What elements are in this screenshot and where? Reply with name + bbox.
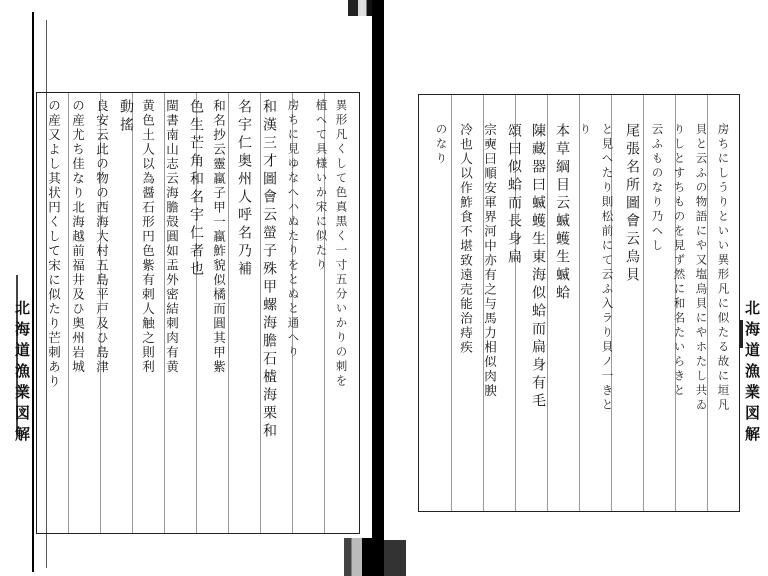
right-running-head: 北海道漁業図解 bbox=[743, 300, 761, 447]
text-column: 陳藏器曰蝛蠖生東海似蛤而扁身有毛 bbox=[530, 123, 546, 411]
rule-line bbox=[547, 95, 548, 511]
left-page-frame bbox=[36, 92, 360, 534]
text-column: 本草綱目云蝛蠖生蝛蛤 bbox=[554, 123, 570, 303]
text-column: 和名抄云靈蠃子甲一蠃鮓貌似橘而圓其甲紫 bbox=[211, 99, 227, 375]
left-running-head: 北海道漁業図解 bbox=[13, 300, 31, 447]
text-column: 宗奭曰順安軍界河中亦有之与馬力相似肉腴 bbox=[482, 123, 498, 399]
right-page-frame bbox=[418, 94, 740, 512]
text-column: 良安云此の物の西海大村五島平戸及ひ島津 bbox=[94, 99, 110, 375]
text-column: り bbox=[578, 123, 593, 138]
binding-tab-bottom-right bbox=[384, 540, 406, 576]
rule-line bbox=[451, 95, 452, 511]
text-column: 冷也人以作鮓食不堪致遠売能治痔疾 bbox=[458, 123, 474, 355]
text-column: 房ちに見ゆなへハぬたりをとぬと通へり bbox=[286, 99, 301, 360]
left-page-edge bbox=[32, 12, 34, 572]
text-column: 色生芒角和名宇仁者也 bbox=[188, 99, 204, 279]
text-column: 動搖 bbox=[118, 99, 134, 135]
text-column: りしとすちものを見ず然に和名たいらきと bbox=[672, 123, 687, 399]
text-column: 貝と云ふの物語にや又塩烏貝にやホたし共ゐ bbox=[694, 123, 709, 413]
text-column: 頌曰似蛤而長身扁 bbox=[506, 123, 522, 267]
rule-line bbox=[579, 95, 580, 511]
text-column: 和漢三才圖會云螢子殊甲螺海膽石樝海栗和 bbox=[261, 99, 277, 441]
rule-line bbox=[228, 93, 229, 533]
text-column: 異形凡くして色真黒く一寸五分いかりの刺を bbox=[334, 99, 349, 389]
text-column: 名宇仁奥州人呼名乃補 bbox=[236, 99, 252, 279]
text-column: の産尤ち佳なり北海越前福井及ひ奥州岩城 bbox=[70, 99, 86, 375]
rule-line bbox=[643, 95, 644, 511]
rule-line bbox=[68, 93, 69, 533]
text-column: と見へたり則松前にて云ふ入ラり貝ノ一きと bbox=[600, 123, 615, 413]
text-column: 閩書南山志云海膽殻圓如盂外密結刺肉有黄 bbox=[164, 99, 180, 375]
text-column: 黄色土人以為醤石形円色紫有剌人触之則利 bbox=[140, 99, 156, 375]
text-column: のなり bbox=[434, 123, 449, 167]
book-binding bbox=[372, 0, 384, 576]
text-column: 植へて具様いか宋に似たり bbox=[314, 99, 329, 273]
binding-tab-bottom bbox=[344, 538, 374, 576]
text-column: 房ちにしうりといい異形凡に似たる故に垣凡 bbox=[716, 123, 731, 413]
text-column: 云ふものなり乃へし bbox=[650, 123, 665, 254]
text-column: の産又よし其状円くして宋に似たり芒刺あり bbox=[46, 99, 62, 389]
text-column: 尾張名所圖會云烏貝 bbox=[624, 123, 640, 285]
rule-line bbox=[132, 93, 133, 533]
